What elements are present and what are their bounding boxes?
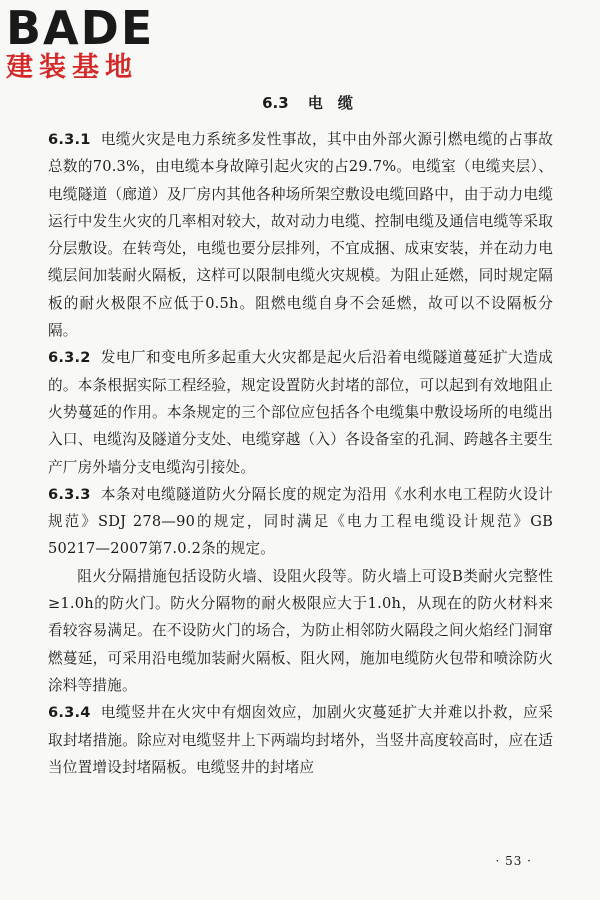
clause-6-3-4 [48,699,553,781]
logo-mark: BADE [6,1,155,55]
section-title: 6.3 电 缆 [262,94,353,112]
clause-number: 6.3.2 [48,349,91,367]
logo-subtitle: 建装基地 [6,52,138,83]
clause-6-3-3-continuation: 阻火分隔措施包括设防火墙、设阻火段等。防火墙上可设B类耐火完整性≥1.0h的防火门。防火分隔物的耐火极限应大于1.0h，从现在的防火材料来看较容易满足。在不设防火门的场合，为防止相邻防火隔段之间火焰经门洞窜燃蔓延，可采用沿电缆加装耐火隔板、阻火网，施加电缆防火包带和喷涂防火涂料等措施。 [48,567,553,694]
clause-text: 电缆竖井在火灾中有烟囱效应，加剧火灾蔓延扩大并难以扑救，应采取封堵措施。除应对电缆竖井上下两端均封堵外，当竖井高度较高时，应在适当位置增设封堵隔板。电缆竖井的封堵应 [48,704,553,776]
document-page [48,88,553,781]
clause-number: 6.3.3 [48,485,91,503]
clause-number: 6.3.1 [48,131,91,148]
clause-text: 电缆火灾是电力系统多发性事故，其中由外部火源引燃电缆的占事故总数的70.3%，由电缆本身故障引起火灾的占29.7%。电缆室（电缆夹层）、电缆隧道（廊道）及厂房内其他各种场所架空敷设电缆回路中，由于动力电缆运行中发生火灾的几率相对较大，故对动力电缆、控制电缆及通信电缆等采取分层敷设。在转弯处，电缆也要分层排列，不宜成捆、成束安装，并在动力电缆层间加装耐火隔板，这样可以限制电缆火灾规模。为阻止延燃，同时规定隔板的耐火极限不应低于0.5h。阻燃电缆自身不会延燃，故可以不设隔板分隔。 [48,131,553,340]
page-number: · 53 · [495,854,532,868]
clause-text: 发电厂和变电所多起重大火灾都是起火后沿着电缆隧道蔓延扩大造成的。本条根据实际工程经验，规定设置防火封堵的部位，可以起到有效地阻止火势蔓延的作用。本条规定的三个部位应包括各个电缆集中敷设场所的电缆出入口、电缆沟及隧道分支处、电缆穿越（入）各设备室的孔洞、跨越各主要生产厂房外墙分支电缆沟引接处。 [48,349,553,476]
clause-text: 本条对电缆隧道防火分隔长度的规定为沿用《水利水电工程防火设计规范》SDJ 278—90的规定，同时满足《电力工程电缆设计规范》GB 50217—2007第7.0.2条的规定。 [48,485,553,558]
clause-6-3-2 [48,344,553,480]
clause-number: 6.3.4 [48,704,91,722]
clause-6-3-3 [48,481,553,563]
clause-6-3-1 [48,126,553,344]
site-logo [6,1,176,84]
